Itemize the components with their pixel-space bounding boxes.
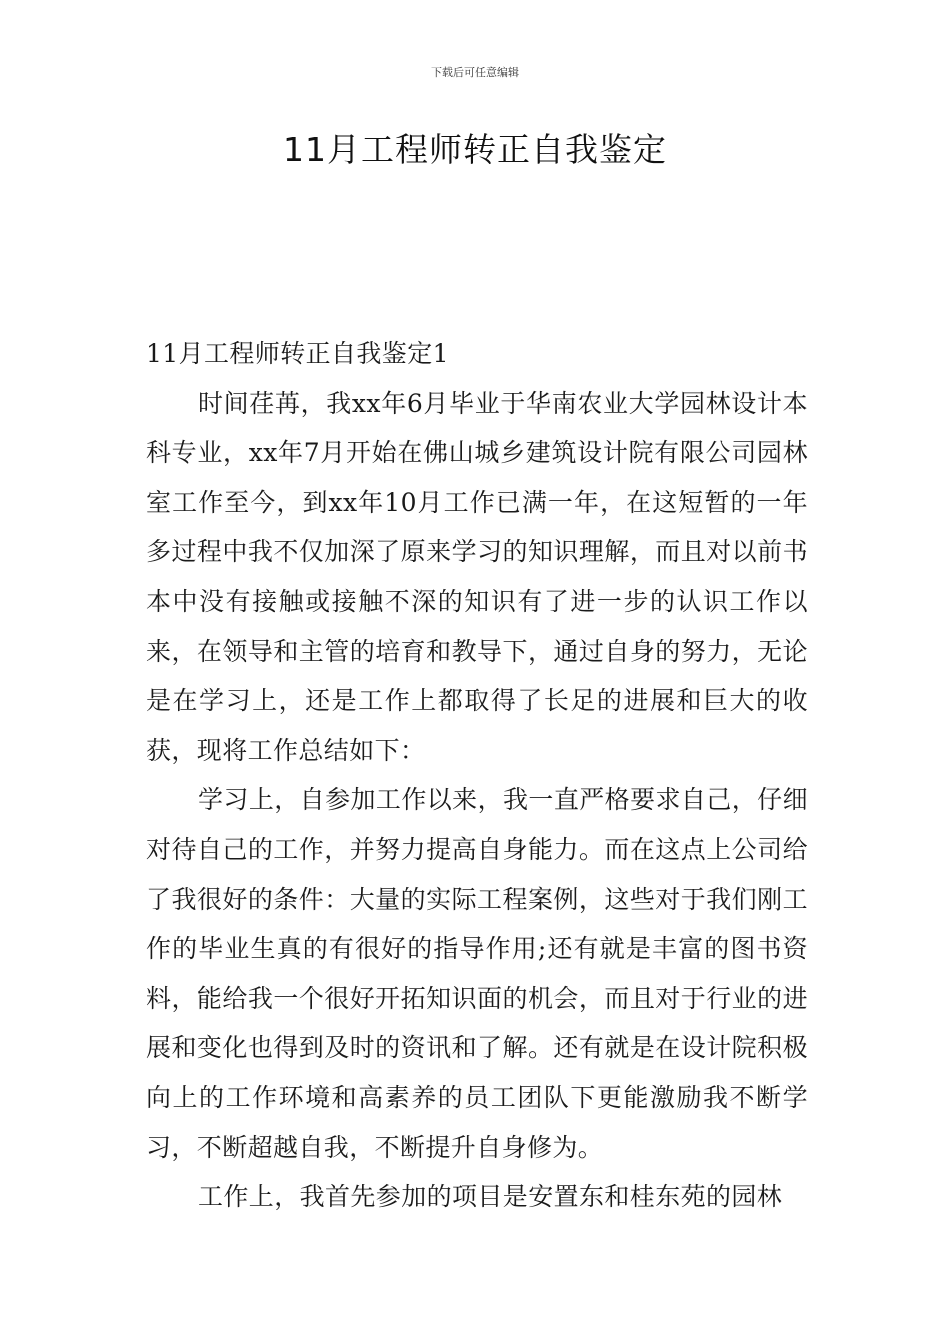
document-body [146, 329, 808, 1222]
paragraph-2: 学习上，自参加工作以来，我一直严格要求自己，仔细对待自己的工作，并努力提高自身能力。而在这点上公司给了我很好的条件：大量的实际工程案例，这些对于我们刚工作的毕业生真的有很好的指导作用;还有就是丰富的图书资料，能给我一个很好开拓知识面的机会，而且对于行业的进展和变化也得到及时的资讯和了解。还有就是在设计院积极向上的工作环境和高素养的员工团队下更能激励我不断学习，不断超越自我，不断提升自身修为。 [146, 785, 808, 1162]
header-note: 下载后可任意编辑 [431, 66, 519, 79]
document-title: 11月工程师转正自我鉴定 [283, 130, 667, 169]
paragraph-3: 工作上，我首先参加的项目是安置东和桂东苑的园林 [198, 1182, 783, 1212]
paragraph-1: 时间荏苒，我xx年6月毕业于华南农业大学园林设计本科专业，xx年7月开始在佛山城乡建筑设计院有限公司园林室工作至今，到xx年10月工作已满一年，在这短暂的一年多过程中我不仅加深了原来学习的知识理解，而且对以前书本中没有接触或接触不深的知识有了进一步的认识工作以来，在领导和主管的培育和教导下，通过自身的努力，无论是在学习上，还是工作上都取得了长足的进展和巨大的收获，现将工作总结如下： [146, 388, 808, 765]
section-heading: 11月工程师转正自我鉴定1 [146, 339, 449, 368]
